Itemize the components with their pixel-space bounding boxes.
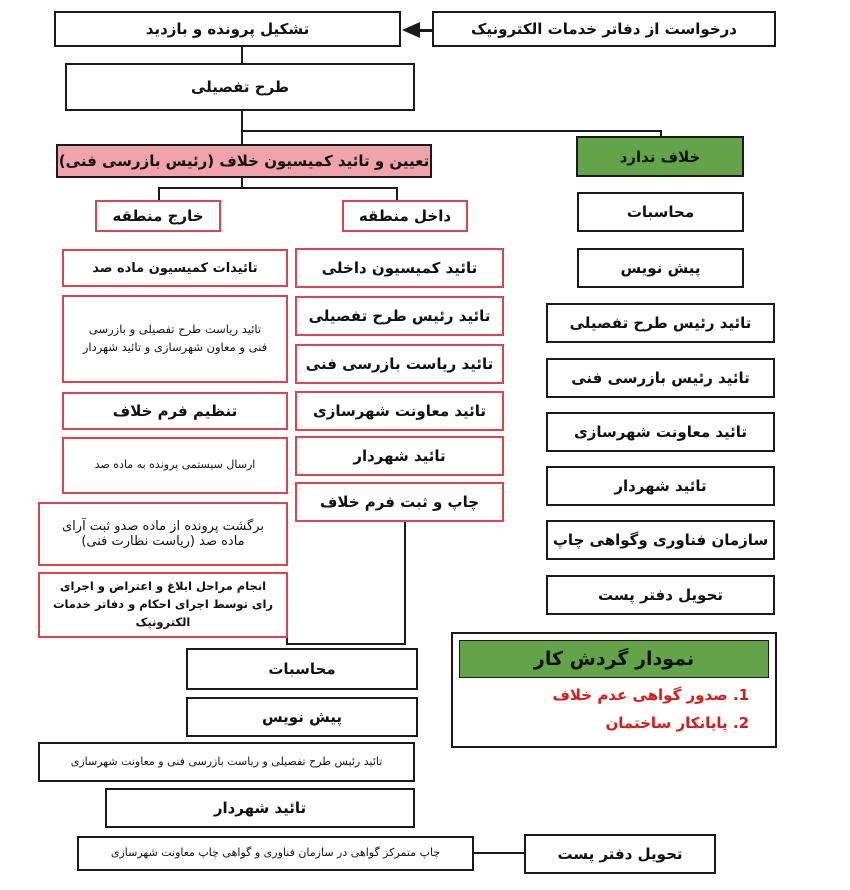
inside-step: تائید رئیس طرح تفصیلی	[295, 296, 504, 336]
connector-line	[158, 187, 398, 189]
outside-step: تائید ریاست طرح تفصیلی و بازرسی فنی و معاون شهرسازی و تائید شهردار	[62, 295, 288, 383]
connector-line	[286, 643, 406, 645]
connector-line	[241, 46, 243, 63]
print-central-box: چاپ متمرکز گواهی در سازمان فناوری و گواهی چاپ معاونت شهرسازی	[77, 836, 474, 871]
violation-commission-header: تعیین و تائید کمیسیون خلاف (رئیس بازرسی فنی)	[56, 144, 432, 178]
final-step: پیش نویس	[186, 697, 418, 737]
inside-region-title: داخل منطقه	[342, 200, 468, 232]
final-step: تائید شهردار	[105, 788, 415, 828]
outside-step: تائیدات کمیسیون ماده صد	[62, 249, 288, 287]
connector-line	[420, 29, 432, 32]
no-violation-step: تائید شهردار	[546, 466, 775, 506]
connector-line	[241, 130, 662, 132]
connector-line	[404, 520, 406, 644]
legend-item: 1. صدور گواهی عدم خلاف	[552, 686, 749, 704]
post-delivery-box: تحویل دفتر پست	[524, 834, 716, 874]
legend-item: 2. پایانکار ساختمان	[605, 714, 749, 732]
connector-line	[396, 187, 398, 201]
legend-title: نمودار گردش کار	[459, 640, 769, 678]
final-step: تائید رئیس طرح تفصیلی و ریاست بازرسی فنی و معاونت شهرسازی	[38, 742, 415, 782]
no-violation-step: تائید معاونت شهرسازی	[546, 412, 775, 452]
outside-step: ارسال سیستمی پرونده به ماده صد	[62, 437, 288, 494]
no-violation-step: تحویل دفتر پست	[546, 575, 775, 615]
no-violation-step: تائید رئیس بازرسی فنی	[546, 358, 775, 398]
no-violation-step: پیش نویس	[577, 248, 744, 288]
final-step: محاسبات	[186, 648, 418, 690]
outside-step: انجام مراحل ابلاغ و اعتراض و اجرای رای توسط اجرای احکام و دفاتر خدمات الکترونیک	[38, 572, 288, 638]
inside-step: تائید معاونت شهرسازی	[295, 391, 504, 431]
form-file-box: تشکیل پرونده و بازدید	[54, 11, 401, 47]
workflow-legend	[451, 632, 777, 748]
connector-line	[158, 187, 160, 201]
outside-step: تنظیم فرم خلاف	[62, 392, 288, 430]
connector-line	[474, 852, 524, 854]
arrow-head	[402, 22, 420, 38]
connector-line	[241, 130, 243, 144]
inside-step: تائید ریاست بازرسی فنی	[295, 344, 504, 384]
inside-step: تائید کمیسیون داخلی	[295, 248, 504, 288]
no-violation-step: تائید رئیس طرح تفصیلی	[546, 303, 775, 343]
connector-line	[241, 111, 243, 131]
inside-step: تائید شهردار	[295, 436, 504, 476]
outside-step: برگشت پرونده از ماده صدو ثبت آرای ماده صد (ریاست نظارت فنی)	[38, 502, 288, 566]
no-violation-step: محاسبات	[577, 192, 744, 232]
request-box: درخواست از دفاتر خدمات الکترونیک	[432, 11, 776, 47]
no-violation-header: خلاف ندارد	[576, 136, 744, 177]
detailed-plan-box: طرح تفصیلی	[65, 63, 415, 111]
outside-region-title: خارج منطقه	[95, 200, 221, 232]
inside-step: چاپ و ثبت فرم خلاف	[295, 482, 504, 522]
no-violation-step: سازمان فناوری وگواهی چاپ	[546, 520, 775, 560]
